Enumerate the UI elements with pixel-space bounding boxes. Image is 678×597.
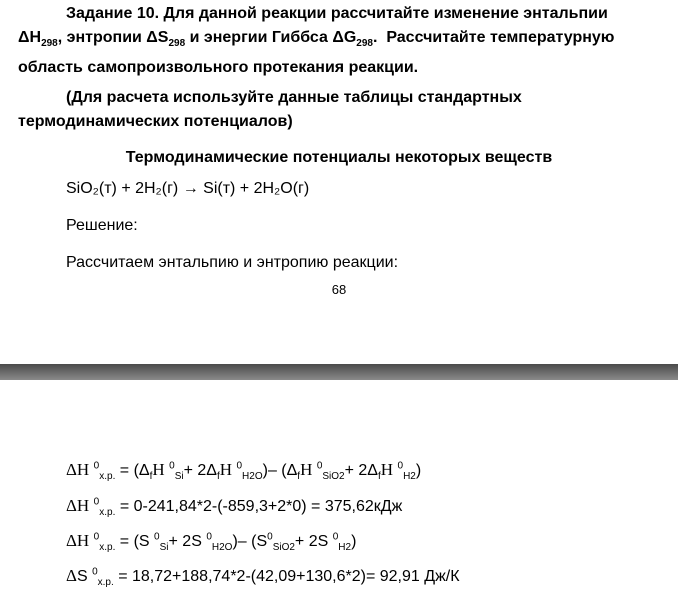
page-number: 68 bbox=[331, 282, 347, 297]
solution-label: Решение: bbox=[66, 217, 138, 234]
task-statement bbox=[18, 2, 668, 80]
calc-intro: Рассчитаем энтальпию и энтропию реакции: bbox=[66, 254, 399, 271]
reaction-equation: SiO₂(т) + 2H₂(г) → Si(т) + 2H₂O(г) bbox=[66, 180, 310, 197]
task-line-2: $\Delta H_{298}$, энтропии $\Delta S_{298}$ и энергии Гиббса $\Delta G_{298}$. Рассчитайте температурную bbox=[18, 29, 615, 50]
task-line-1: Задание 10. Для данной реакции рассчитайте изменение энтальпии bbox=[66, 5, 608, 22]
task-line-3: область самопроизвольного протекания реакции. bbox=[18, 59, 419, 77]
enthalpy-value: = 0-241,84*2-(-859,3+2*0) = 375,62кДж bbox=[119, 498, 403, 515]
entropy-calculation: ΔS $^0_{х.р.}$ = 18,72+188,74*2-(42,09+130,6*2)= 92,91 Дж/К bbox=[66, 566, 460, 589]
page-separator bbox=[0, 364, 678, 380]
entropy-formula: ΔH $^0_{х.р.}$ = (S $^0_{Si}$+ 2S $^0_{H2O}$)– ($S^0_{SiO2}+ 2S$ $^0_{H2}$) bbox=[66, 531, 357, 554]
enthalpy-calculation: ΔH $^0_{х.р.}$ = 0-241,84*2-(-859,3+2*0) = 375,62кДж bbox=[66, 496, 403, 519]
enthalpy-formula: ΔH $^0_{х.р.} = (\Delta_fH$ $^0_{Si}+ 2\Delta_fH$ $^0_{H2O}$)– ($\Delta_fH$ $^0_{SiO2}+ 2\Delta_fH$ $^0_{H2}$) bbox=[66, 460, 422, 483]
note-paragraph bbox=[18, 86, 668, 134]
entropy-value: = 18,72+188,74*2-(42,09+130,6*2)= 92,91 Дж/К bbox=[118, 568, 460, 585]
note-line-1: (Для расчета используйте данные таблицы стандартных bbox=[66, 89, 522, 106]
note-line-2: термодинамических потенциалов) bbox=[18, 113, 293, 130]
table-title: Термодинамические потенциалы некоторых веществ bbox=[125, 149, 553, 166]
